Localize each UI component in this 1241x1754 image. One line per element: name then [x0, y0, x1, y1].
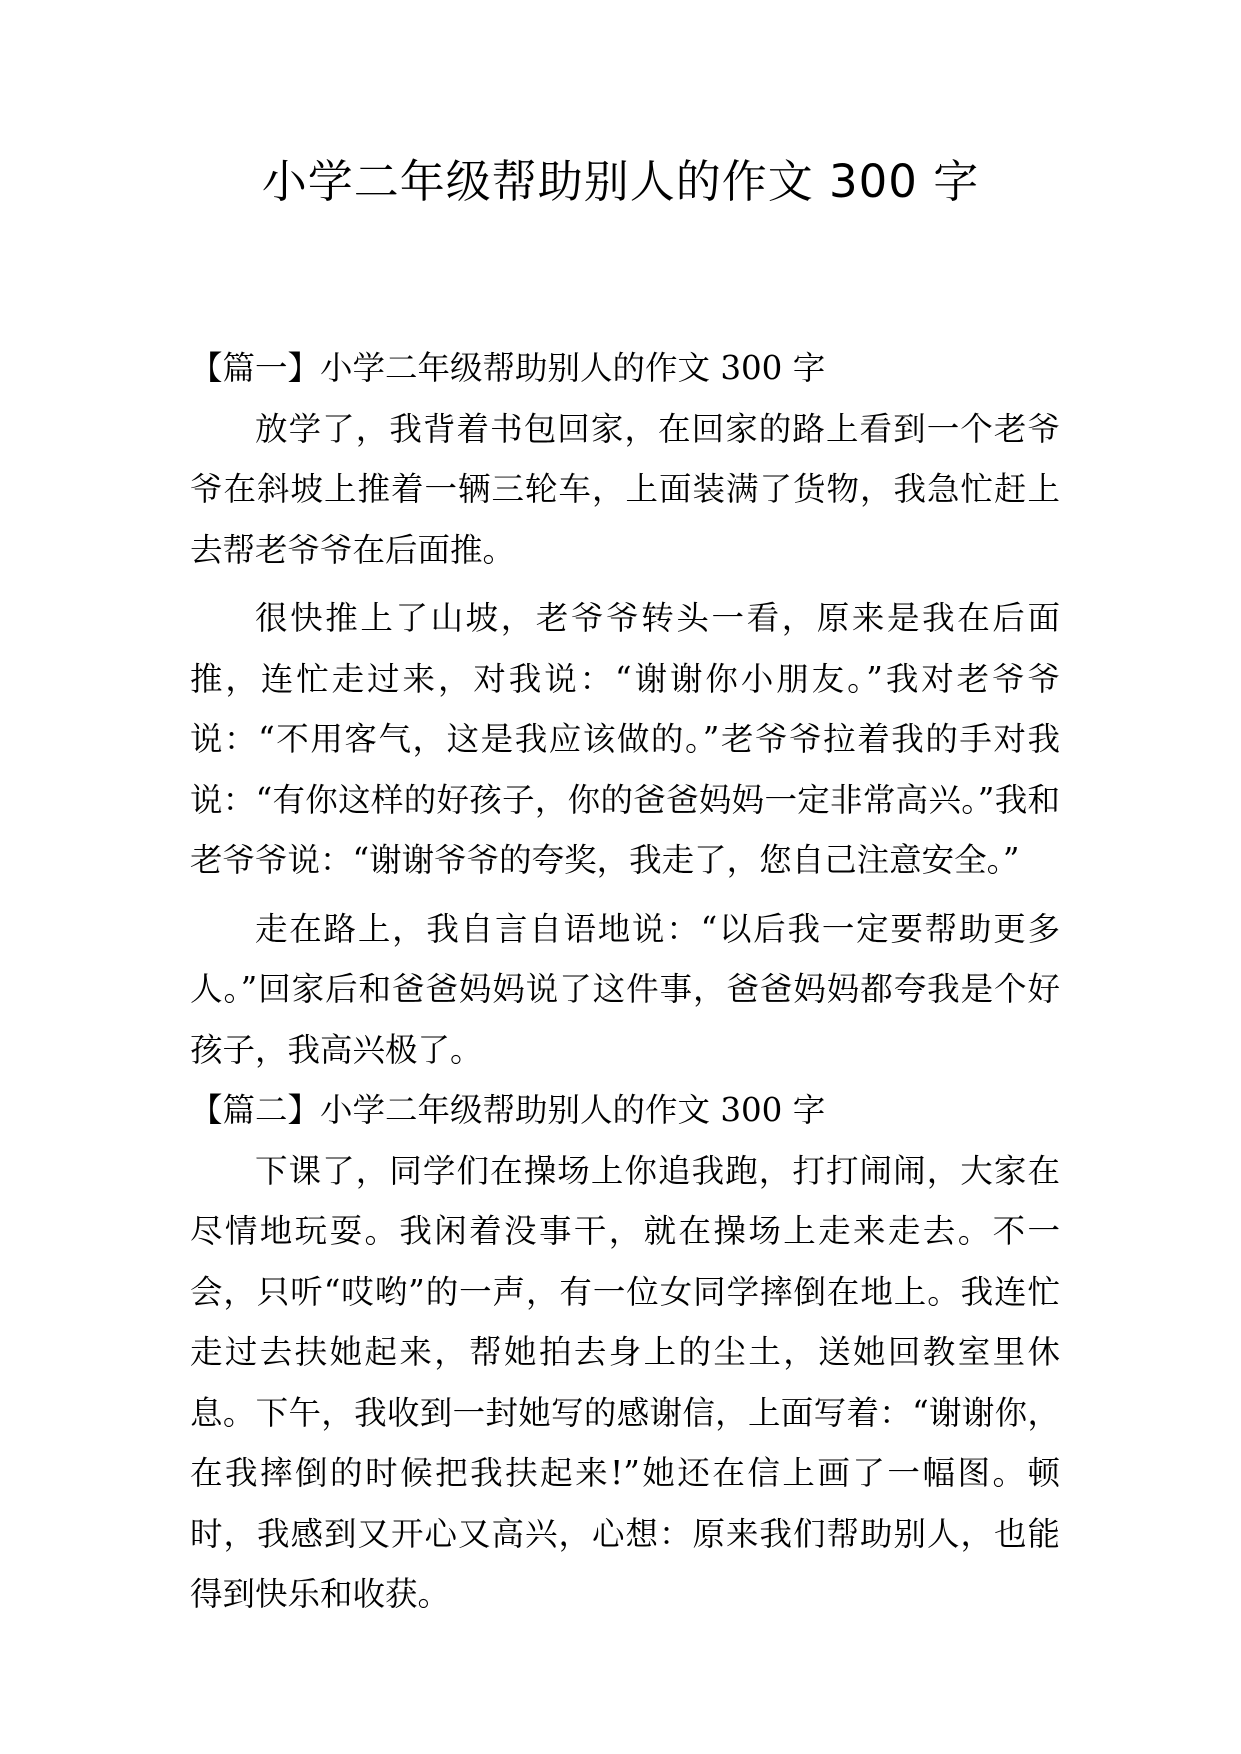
- document-title: 小学二年级帮助别人的作文 300 字: [261, 155, 980, 208]
- section-1-paragraph-3: 走在路上，我自言自语地说：“以后我一定要帮助更多人。”回家后和爸爸妈妈说了这件事，爸爸妈妈都夸我是个好孩子，我高兴极了。: [190, 909, 1060, 1069]
- document-body: [190, 338, 1060, 1625]
- section-2-paragraph-1: 下课了，同学们在操场上你追我跑，打打闹闹，大家在尽情地玩耍。我闲着没事干，就在操场上走来走去。不一会，只听“哎哟”的一声，有一位女同学摔倒在地上。我连忙走过去扶她起来，帮她拍去身上的尘土，送她回教室里休息。下午，我收到一封她写的感谢信，上面写着：“谢谢你，在我摔倒的时候把我扶起来!”她还在信上画了一幅图。顿时，我感到又开心又高兴，心想：原来我们帮助别人，也能得到快乐和收获。: [190, 1151, 1060, 1613]
- section-1-paragraph-2: 很快推上了山坡，老爷爷转头一看，原来是我在后面推，连忙走过来，对我说：“谢谢你小朋友。”我对老爷爷说：“不用客气，这是我应该做的。”老爷爷拉着我的手对我说：“有你这样的好孩子，你的爸爸妈妈一定非常高兴。”我和老爷爷说：“谢谢爷爷的夸奖，我走了，您自己注意安全。”: [190, 599, 1060, 879]
- section-heading-1: 【篇一】小学二年级帮助别人的作文 300 字: [190, 349, 826, 387]
- section-heading-2: 【篇二】小学二年级帮助别人的作文 300 字: [190, 1091, 826, 1129]
- section-1-paragraph-1: 放学了，我背着书包回家，在回家的路上看到一个老爷爷在斜坡上推着一辆三轮车，上面装满了货物，我急忙赶上去帮老爷爷在后面推。: [190, 409, 1060, 569]
